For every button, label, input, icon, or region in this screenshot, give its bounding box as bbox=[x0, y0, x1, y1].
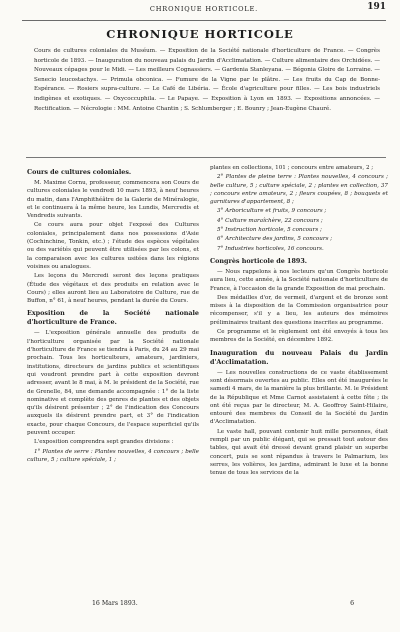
right-column bbox=[210, 164, 388, 479]
signature-mark: 6 bbox=[350, 600, 354, 607]
issue-date: 16 Mars 1893. bbox=[92, 600, 138, 607]
running-head bbox=[22, 2, 386, 21]
section-heading-inauguration: Inauguration du nouveau Palais du Jardin d'Acclimatation. bbox=[210, 348, 388, 366]
running-title: CHRONIQUE HORTICOLE. bbox=[149, 5, 259, 13]
left-column bbox=[27, 164, 199, 465]
section-heading-exposition: Exposition de la Société nationale d'horticulture de France. bbox=[27, 309, 199, 327]
list-item: 6° Architecture des jardins, 5 concours ; bbox=[217, 236, 333, 243]
page-footer bbox=[0, 600, 400, 612]
paragraph: — Nous rappelons à nos lecteurs qu'un Congrès horticole aura lieu, cette année, à la Société nationale d'horticulture de France, à l'occasion de la grande Exposition de mai prochain. bbox=[210, 268, 388, 292]
section-divider bbox=[26, 157, 386, 158]
paragraph: plantes en collections, 101 ; concours entre amateurs, 2 ; bbox=[210, 165, 374, 171]
list-item: 4° Culture maraîchère, 22 concours ; bbox=[217, 217, 323, 224]
list-item: 2° Plantes de pleine terre : Plantes nouvelles, 4 concours ; belle culture, 5 ; culture spéciale, 2 ; plantes en collection, 37 ; concours entre amateurs, 2 ; fleurs coupées, 8 ; bouquets et garnitures d'appartement, 8 ; bbox=[210, 174, 388, 206]
list-item: 5° Instruction horticole, 5 concours ; bbox=[217, 227, 322, 234]
paragraph: Les leçons du Mercredi seront des leçons pratiques (Étude des végétaux et des produits en relation avec le Cours) ; elles auront lieu au Laboratoire de Culture, rue de Buffon, n° 61, à neuf heures, pendant la durée du Cours. bbox=[27, 273, 199, 305]
summary-paragraph: Cours de cultures coloniales du Muséum. — Exposition de la Société nationale d'horticulture de France. — Congrès horticole de 1893. — Inauguration du nouveau palais du Jardin d'Acclimatation. — Culture alimentaire des Orchidées. — Nouveaux cépages pour le Midi. — Les meilleurs Cognassiers. — Gardenia Stanleyana. — Bégonia Gloire de Lorraine. — Senecio leucostachys. — Primula obconica. — Fumure de la Vigne par le plâtre. — Les fruits du Cap de Bonne-Espérance. — Rosiers supra-culture. — Le Café de Libéria. — École d'agriculture pour filles. — Les bois industriels indigènes et exotiques. — Oxycoccuphila. — Le Papaye. — Exposition à Lyon en 1893. — Expositions annoncées. — Rectification. — Nécrologie : MM. Antoine Chantin ; S. Schlumberger ; E. Bounry ; Jean-Eugène Chauré. bbox=[34, 48, 380, 112]
paragraph: L'exposition comprendra sept grandes divisions : bbox=[34, 439, 174, 446]
paragraph: — L'exposition générale annuelle des produits de l'horticulture organisée par la Société nationale d'horticulture de France se tiendra à Paris, du 24 au 29 mai prochain. Tous les horticulteurs, amateurs, jardiniers, institutions, directeurs de jardins publics et scientifiques qui voudront prendre part à cette exposition devront adresser, avant le 8 mai, à M. le président de la Société, rue de Grenelle, 84, une demande accompagnée : 1° de la liste nominative et complète des genres de plantes et des objets qu'ils désirent présenter ; 2° de l'indication des Concours auxquels ils désirent prendre part, et 3° de l'indication exacte, pour chaque Concours, de l'espace superficiel qu'ils peuvent occuper. bbox=[27, 330, 199, 437]
paragraph: M. Maxime Cornu, professeur, commencera son Cours de cultures coloniales le vendredi 10 mars 1893, à neuf heures du matin, dans l'Amphithéâtre de la Galerie de Minéralogie, et le continuera à la même heure, les Lundis, Mercredis et Vendredis suivants. bbox=[27, 180, 199, 220]
list-item: 3° Arboriculture et fruits, 9 concours ; bbox=[217, 208, 327, 215]
page-title: CHRONIQUE HORTICOLE bbox=[106, 27, 294, 41]
paragraph: Ce programme et le règlement ont été envoyés à tous les membres de la Société, en décembre 1892. bbox=[210, 329, 388, 344]
paragraph: Des médailles d'or, de vermeil, d'argent et de bronze sont mises à la disposition de la Commission organisatrice pour récompenser, s'il y a lieu, les auteurs des mémoires préliminaires traitant des questions inscrites au programme. bbox=[210, 294, 388, 326]
paragraph: — Les nouvelles constructions de ce vaste établissement sont désormais ouvertes au public. Elles ont été inaugurées le samedi 4 mars, de la manière la plus brillante. M. le Président de la République et Mme Carnot assistaient à cette fête ; ils ont été reçus par le directeur, M. A. Geoffroy Saint-Hilaire, entouré des membres du Conseil de la Société du Jardin d'Acclimatation. bbox=[210, 369, 388, 426]
page-number: 191 bbox=[367, 2, 386, 12]
section-heading-cours: Cours de cultures coloniales. bbox=[27, 168, 132, 176]
paragraph: Le vaste hall, pouvant contenir huit mille personnes, était rempli par un public élégant, qui se pressait tout autour des tables, qui avait été dressé devant grand plaisir un superbe concert, puis se sont répandus à travers le Palmarium, les serres, les volières, les jardins, admirant le luxe et la bonne tenue de tous les services de la bbox=[210, 428, 388, 477]
paragraph: 1° Plantes de serre : Plantes nouvelles, 4 concours ; belle culture, 5 ; culture spéciale, 1 ; bbox=[27, 448, 199, 463]
section-heading-congres: Congrès horticole de 1893. bbox=[210, 256, 308, 265]
paragraph: Ce cours aura pour objet l'exposé des Cultures coloniales, principalement dans nos possessions d'Asie (Cochinchine, Tonkin, etc.) ; l'étude des espèces végétales ou des variétés qui peuvent être utilisées par les colons, et la comparaison avec les cultures usitées dans les régions voisines ou analogues. bbox=[27, 222, 199, 270]
list-item: 7° Industries horticoles, 16 concours. bbox=[217, 245, 324, 252]
